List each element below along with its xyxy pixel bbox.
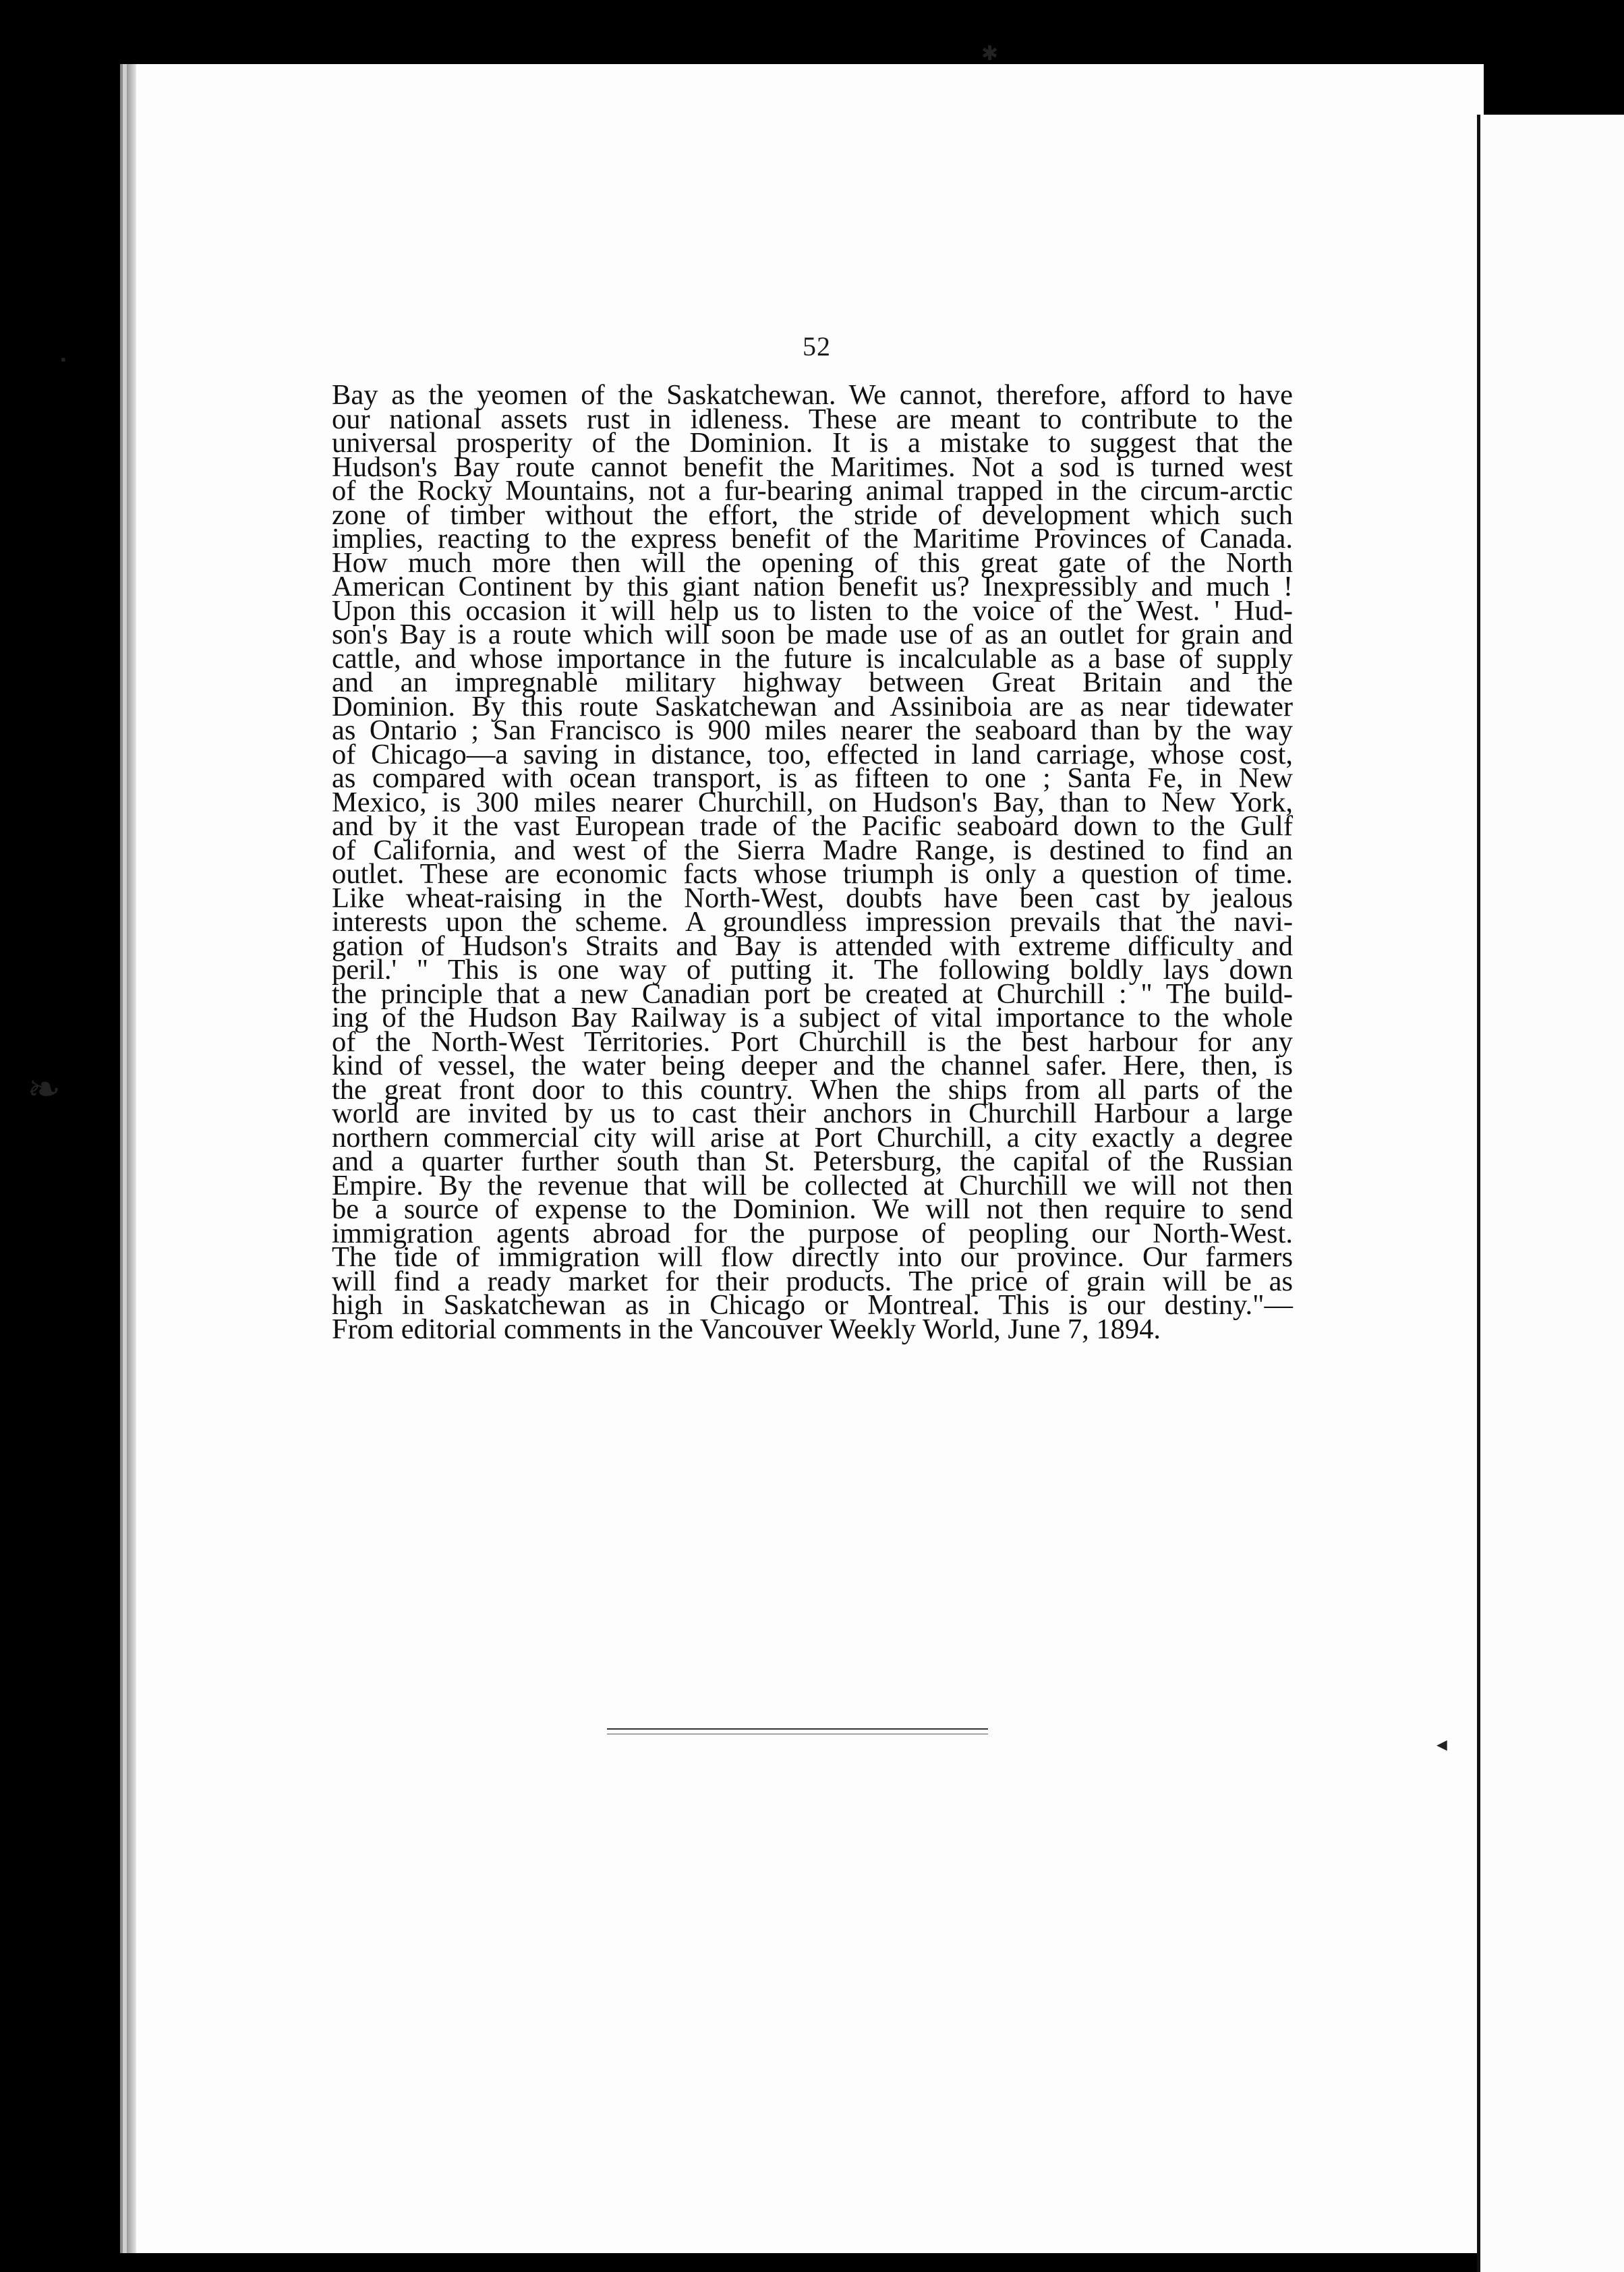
- text-line: Dominion. By this route Saskatchewan and Assiniboia are as near tidewater: [332, 690, 1293, 722]
- text-line: Like wheat-raising in the North-West, doubts have been cast by jealous: [332, 882, 1293, 914]
- text-line: and a quarter further south than St. Petersburg, the capital of the Russian: [332, 1145, 1293, 1177]
- text-line: of the North-West Territories. Port Churchill is the best harbour for any: [332, 1025, 1293, 1058]
- adjacent-page-edge: [1477, 115, 1624, 2272]
- text-line: and by it the vast European trade of the Pacific seaboard down to the Gulf: [332, 810, 1293, 842]
- binding-clip-mark: ❧: [27, 1067, 61, 1112]
- text-line: From editorial comments in the Vancouver Weekly World, June 7, 1894.: [332, 1313, 1161, 1345]
- text-line: interests upon the scheme. A groundless impression prevails that the navi-: [332, 906, 1293, 938]
- text-line: northern commercial city will arise at Port Churchill, a city exactly a degree: [332, 1121, 1293, 1154]
- scan-speck: ◄: [1433, 1735, 1451, 1755]
- text-line: Mexico, is 300 miles nearer Churchill, on Hudson's Bay, than to New York,: [332, 786, 1293, 818]
- text-line: world are invited by us to cast their anchors in Churchill Harbour a large: [332, 1098, 1293, 1129]
- text-line: of California, and west of the Sierra Madre Range, is destined to find an: [332, 834, 1293, 866]
- text-line: zone of timber without the effort, the stride of development which such: [332, 499, 1293, 531]
- text-line: son's Bay is a route which will soon be made use of as an outlet for grain and: [332, 619, 1293, 650]
- text-line: high in Saskatchewan as in Chicago or Montreal. This is our destiny."—: [332, 1289, 1293, 1321]
- text-line: and an impregnable military highway between Great Britain and the: [332, 666, 1293, 698]
- section-divider-rule: [607, 1728, 988, 1734]
- text-line: as Ontario ; San Francisco is 900 miles nearer the seaboard than by the way: [332, 714, 1293, 746]
- text-line: ing of the Hudson Bay Railway is a subject of vital importance to the whole: [332, 1002, 1293, 1033]
- text-line: How much more then will the opening of this great gate of the North: [332, 546, 1293, 579]
- text-line: The tide of immigration will flow directly into our province. Our farmers: [332, 1241, 1293, 1273]
- text-line: Hudson's Bay route cannot benefit the Maritimes. Not a sod is turned west: [332, 451, 1293, 483]
- text-line: universal prosperity of the Dominion. It is a mistake to suggest that the: [332, 427, 1293, 459]
- text-line: be a source of expense to the Dominion. We will not then require to send: [332, 1193, 1293, 1225]
- text-line: peril.' " This is one way of putting it. The following boldly lays down: [332, 954, 1293, 986]
- text-line: kind of vessel, the water being deeper and the channel safer. Here, then, is: [332, 1050, 1293, 1081]
- text-line: outlet. These are economic facts whose triumph is only a question of time.: [332, 858, 1293, 890]
- text-line: implies, reacting to the express benefit of the Maritime Provinces of Canada.: [332, 523, 1293, 555]
- body-text: [332, 379, 1293, 1345]
- text-line: the principle that a new Canadian port be created at Churchill : " The build-: [332, 977, 1293, 1010]
- text-line: our national assets rust in idleness. These are meant to contribute to the: [332, 403, 1293, 435]
- text-line: as compared with ocean transport, is as fifteen to one ; Santa Fe, in New: [332, 762, 1293, 794]
- text-line: will find a ready market for their products. The price of grain will be as: [332, 1265, 1293, 1297]
- text-line: Upon this occasion it will help us to listen to the voice of the West. ' Hud-: [332, 594, 1293, 627]
- scan-speck: ▪: [61, 351, 66, 368]
- scan-speck: ✱: [981, 42, 999, 65]
- text-line: of the Rocky Mountains, not a fur-bearing animal trapped in the circum-arctic: [332, 475, 1293, 507]
- text-line: of Chicago—a saving in distance, too, effected in land carriage, whose cost,: [332, 738, 1293, 770]
- text-line: gation of Hudson's Straits and Bay is attended with extreme difficulty and: [332, 930, 1293, 962]
- text-line: American Continent by this giant nation benefit us? Inexpressibly and much !: [332, 571, 1293, 602]
- text-line: immigration agents abroad for the purpose of peopling our North-West.: [332, 1217, 1293, 1249]
- text-line: Empire. By the revenue that will be collected at Churchill we will not then: [332, 1169, 1293, 1201]
- page-number: 52: [803, 331, 831, 362]
- text-line: Bay as the yeomen of the Saskatchewan. We cannot, therefore, afford to have: [332, 379, 1293, 411]
- text-line: the great front door to this country. When the ships from all parts of the: [332, 1073, 1293, 1106]
- page-gutter: [127, 64, 136, 2253]
- text-line: cattle, and whose importance in the future is incalculable as a base of supply: [332, 642, 1293, 675]
